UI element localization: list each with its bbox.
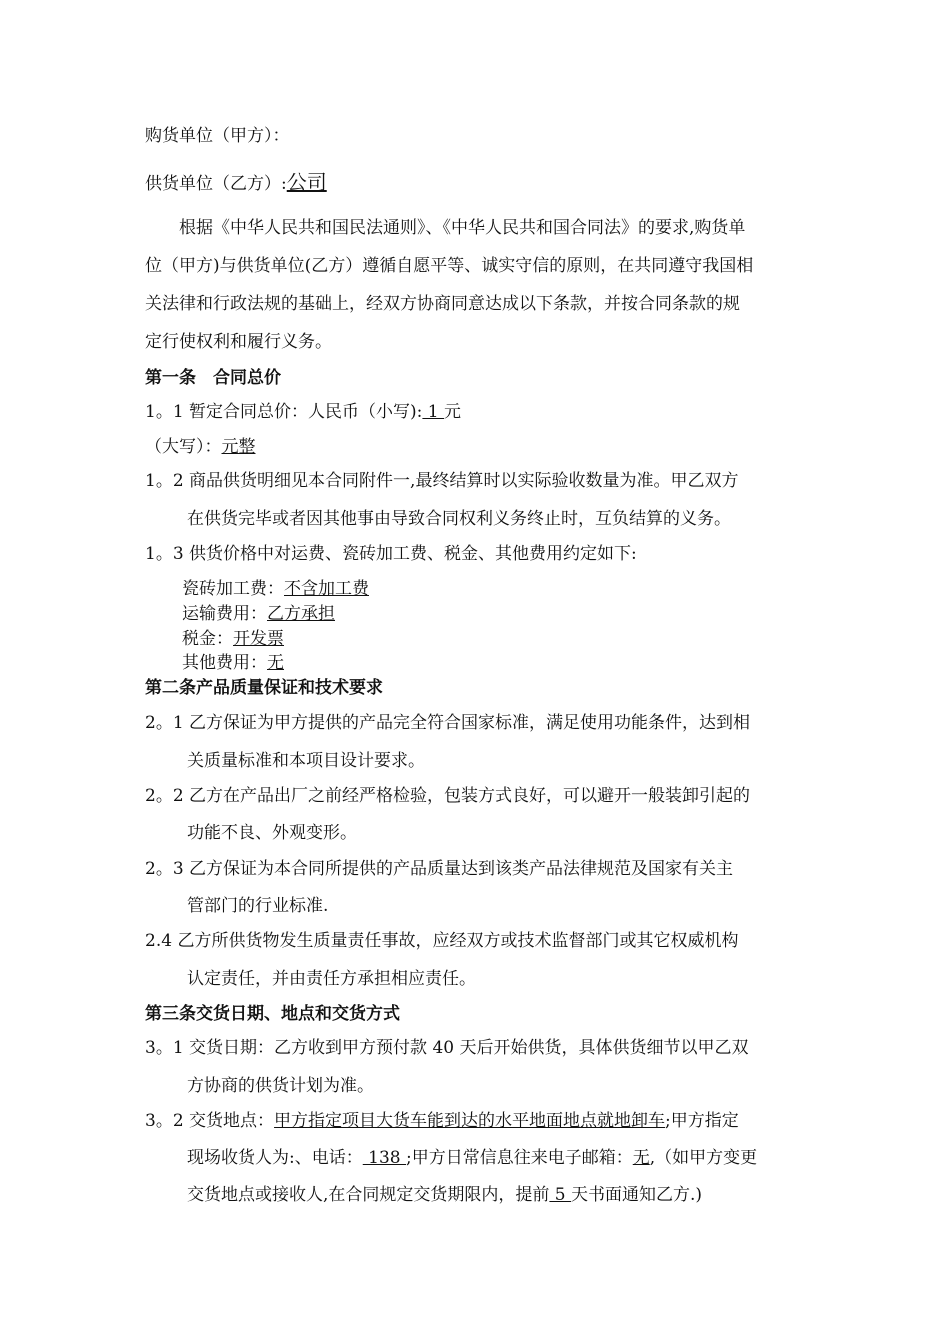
clause-1-1-text: 1。1 暂定合同总价：人民币（小写): [145,402,423,422]
notice-text-end: 天书面通知乙方.) [571,1185,703,1205]
fee-item [182,578,369,600]
article-1-title: 第一条 合同总价 [145,368,281,388]
receiver-label: 现场收货人为:、电话： [187,1148,363,1168]
clause-2-3-line: 2。3 乙方保证为本合同所提供的产品质量达到该类产品法律规范及国家有关主 [145,859,734,879]
clause-2-1-line: 2。1 乙方保证为甲方提供的产品完全符合国家标准，满足使用功能条件，达到相 [145,713,751,733]
clause-1-1 [145,401,461,423]
fee-item [182,628,284,650]
total-price-amount: 1 [422,402,445,422]
article-3-title: 第三条交货日期、地点和交货方式 [145,1004,400,1024]
fee-label: 运输费用： [182,604,267,624]
clause-3-2-line [145,1110,739,1132]
clause-3-2-note: ,（如甲方变更 [649,1148,758,1168]
total-price-unit: 元 [444,402,462,422]
notice-days: 5 [549,1185,572,1205]
party-b-value: 公司 [286,170,327,194]
upper-amount-value: 元整 [221,437,256,457]
fee-label: 其他费用： [182,653,267,673]
clause-2-2-line: 功能不良、外观变形。 [187,823,357,843]
intro-line: 位（甲方)与供货单位(乙方）遵循自愿平等、诚实守信的原则，在共同遵守我国相 [145,256,754,276]
clause-3-2-suffix: ;甲方指定 [665,1111,739,1131]
party-a-line [145,125,290,147]
clause-3-1-line: 3。1 交货日期：乙方收到甲方预付款 40 天后开始供货，具体供货细节以甲乙双 [145,1038,749,1058]
intro-line: 关法律和行政法规的基础上，经双方协商同意达成以下条款，并按合同条款的规 [145,294,740,314]
upper-amount-label: （大写）： [145,437,222,457]
delivery-place: 甲方指定项目大货车能到达的水平地面地点就地卸车 [274,1111,666,1131]
clause-2-4-line: 认定责任，并由责任方承担相应责任。 [187,969,476,989]
party-b-line [145,171,327,195]
fee-value: 乙方承担 [267,604,335,624]
fee-value: 不含加工费 [284,579,369,599]
party-b-label: 供货单位（乙方）: [145,174,287,194]
email-label: ;甲方日常信息往来电子邮箱： [406,1148,633,1168]
clause-3-1-line: 方协商的供货计划为准。 [187,1076,374,1096]
article-2-title: 第二条产品质量保证和技术要求 [145,678,383,698]
clause-3-2-prefix: 3。2 交货地点： [145,1111,275,1131]
clause-1-2-line: 1。2 商品供货明细见本合同附件一,最终结算时以实际验收数量为准。甲乙双方 [145,471,739,491]
intro-line: 根据《中华人民共和国民法通则》、《中华人民共和国合同法》的要求,购货单 [179,218,746,238]
receiver-email: 无 [632,1148,650,1168]
clause-2-1-line: 关质量标准和本项目设计要求。 [187,751,425,771]
fee-label: 税金： [182,629,233,649]
clause-1-1-upper [145,436,256,458]
clause-1-3: 1。3 供货价格中对运费、瓷砖加工费、税金、其他费用约定如下: [145,544,637,564]
clause-2-4-line: 2.4 乙方所供货物发生质量责任事故，应经双方或技术监督部门或其它权威机构 [145,931,739,951]
clause-2-3-line: 管部门的行业标准. [187,896,329,916]
clause-3-2-line [187,1147,757,1169]
fee-label: 瓷砖加工费： [182,579,284,599]
clause-2-2-line: 2。2 乙方在产品出厂之前经严格检验，包装方式良好，可以避开一般装卸引起的 [145,786,751,806]
receiver-phone: 138 [362,1148,406,1168]
intro-line: 定行使权利和履行义务。 [145,332,332,352]
clause-1-2-line: 在供货完毕或者因其他事由导致合同权利义务终止时，互负结算的义务。 [187,509,731,529]
fee-item [182,652,284,674]
fee-item [182,603,335,625]
clause-3-2-line [187,1184,702,1206]
notice-text: 交货地点或接收人,在合同规定交货期限内，提前 [187,1185,550,1205]
fee-value: 无 [267,653,284,673]
fee-value: 开发票 [233,629,284,649]
party-a-label: 购货单位（甲方）： [145,126,290,146]
